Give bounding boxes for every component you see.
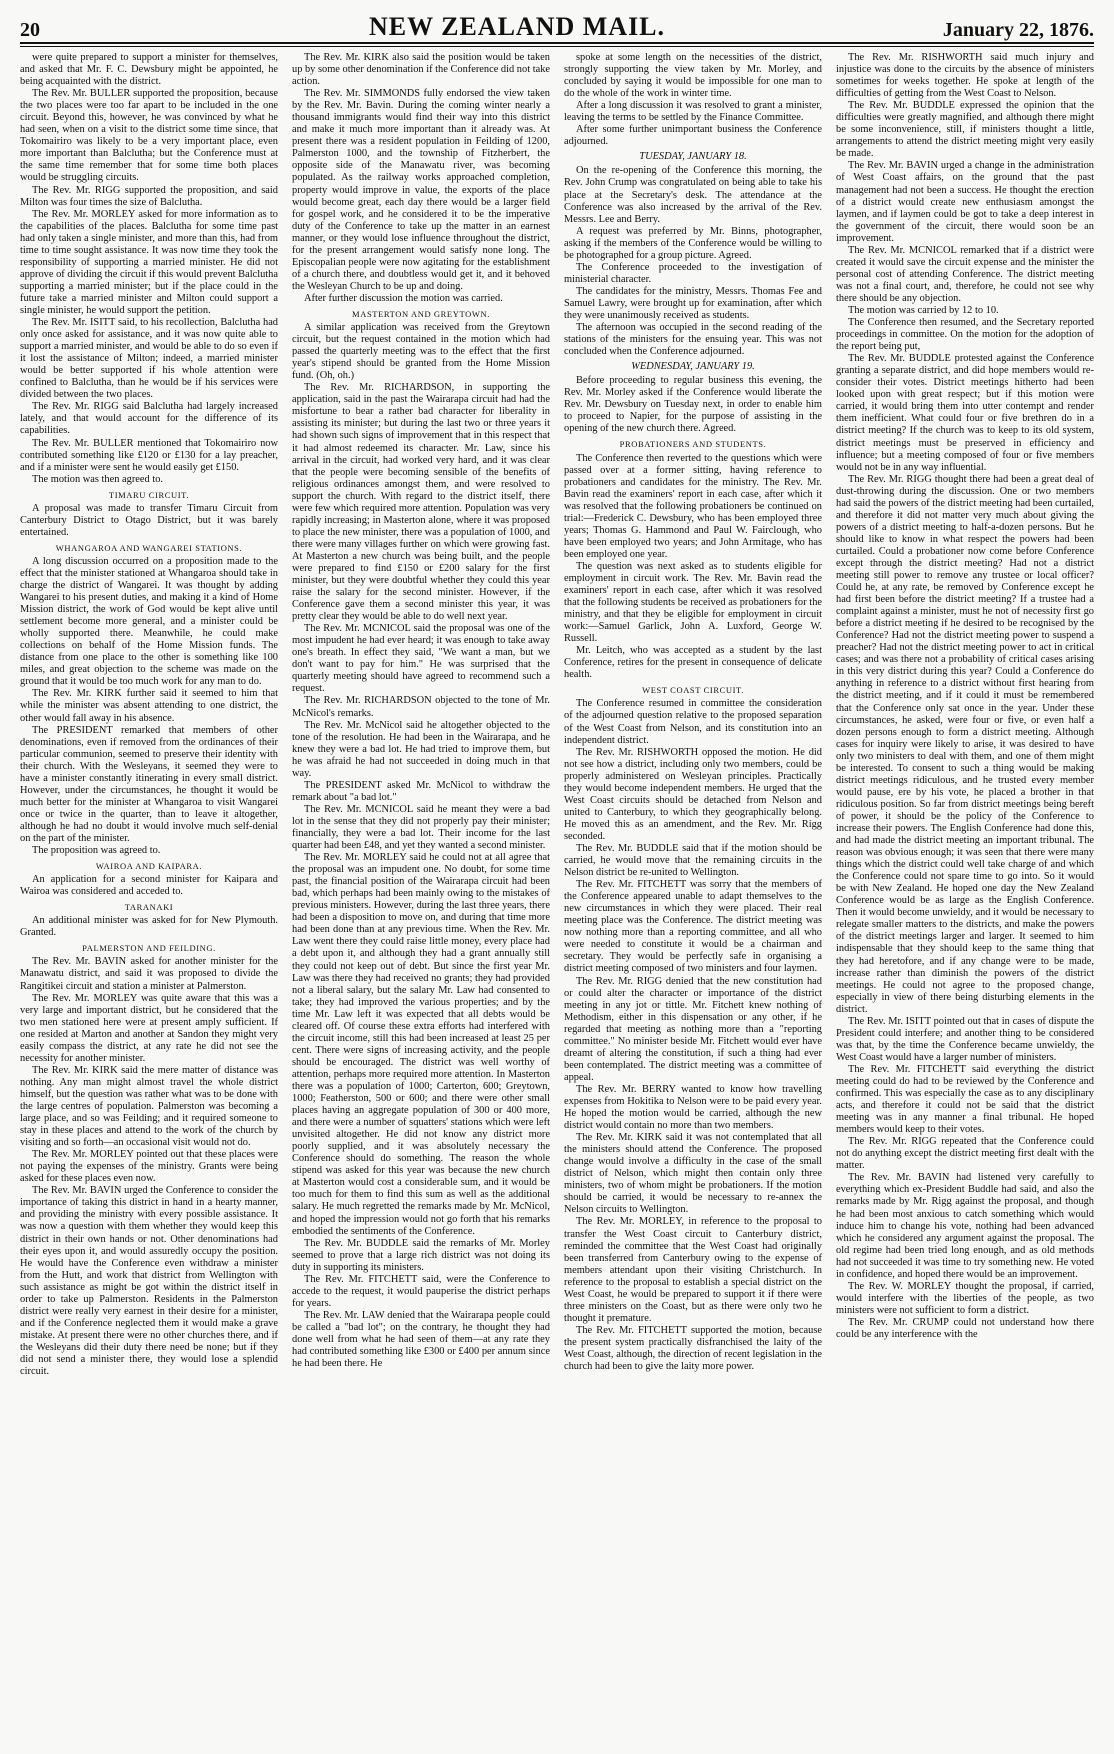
paragraph: The Rev. Mr. MCNICOL said he meant they were a bad lot in the sense that they did not properly pay their minister; financially, they were a bad lot. Their income for the last quarter had been £48, and yet they wanted a second minister.	[292, 803, 550, 852]
section-heading: WEST COAST CIRCUIT.	[642, 685, 744, 696]
paragraph: The Rev. Mr. RIGG denied that the new constitution had or could alter the character or importance of the district meeting in any jot or tittle. Mr. Fitchett knew nothing of Methodism, either in this dispensation or any other, if he regarded that meeting as nothing more than a "reporting committee." No minister beside Mr. Fitchett would ever have dreamt of altering the constitution, if such a thing had ever been contemplated. The district meeting was a committee of appeal.	[564, 975, 822, 1083]
paragraph: The Rev. Mr. BAVIN asked for another minister for the Manawatu district, and said it was proposed to divide the Rangitikei circuit and station a minister at Palmerston.	[20, 956, 278, 992]
paragraph: Before proceeding to regular business this evening, the Rev. Mr. Morley asked if the Conference would liberate the Rev. Mr. Dewsbury on Tuesday next, in order to enable him to proceed to Napier, for the purpose of assisting in the opening of the new church there. Agreed.	[564, 375, 822, 435]
paragraph: The Rev. Mr. MORLEY, in reference to the proposal to transfer the West Coast circuit to Canterbury district, reminded the committee that the West Coast had originally been transferred from Canterbury owing to the expense of members attendant upon their visiting Christchurch. In reference to the proposal to establish a special district on the West Coast, he would be prepared to support it if there were three ministers on the Coast, but as there were only two he thought it premature.	[564, 1216, 822, 1324]
paragraph: The Rev. W. MORLEY thought the proposal, if carried, would interfere with the liberties of the people, as two ministers were not sufficient to form a district.	[836, 1280, 1094, 1316]
paragraph: The motion was then agreed to.	[32, 473, 163, 485]
paragraph: The Conference then reverted to the questions which were passed over at a former sitting, having reference to probationers and candidates for the ministry. The Rev. Mr. Bavin read the examiners' report in each case, after which it was resolved that the following probationers be continued on trial:—Frederick C. Dewsbury, who has been employed three years; Thomas G. Hammond and Paul W. Fairclough, who have been employed two years; and John Armitage, who has been employed one year.	[564, 452, 822, 560]
paragraph: The Rev. Mr. BUDDLE expressed the opinion that the difficulties were greatly magnified, and although there might be some inconvenience, still, if ministers thought a little, arrangements to attend the district meeting might very easily be made.	[836, 100, 1094, 160]
paragraph: A request was preferred by Mr. Binns, photographer, asking if the members of the Conference would be willing to be photographed for a group picture. Agreed.	[564, 225, 822, 261]
paragraph: An application for a second minister for Kaipara and Wairoa was considered and acceded to.	[20, 874, 278, 898]
paragraph: The Rev. Mr. LAW denied that the Wairarapa people could be called a "bad lot"; on the contrary, he thought they had done well from what he had seen of them—at any rate they had contributed something like £300 or £400 per annum since he had been there. He	[292, 1309, 550, 1370]
paragraph: The Rev. Mr. RIGG thought there had been a great deal of dust-throwing during the discussion. One or two members had said the powers of the district meeting had been curtailed, and therefore it did not matter very much about giving the powers of a district meeting to half-a-dozen persons. But he should like to know in what respect the powers had been curtailed. Could a probationer now come before Conference except through the district meeting? Had not a district meeting still power to remove any trustee or local officer? Could he, at any rate, be removed by Conference except he had first been before the district meeting? If a trustee had a complaint against a minister, must he not of necessity first go before a district meeting if he desired to be recognised by the Conference? Had not the district meeting power to suspend a preacher? Had not the district meeting power to act in critical cases; and was there not a probability of critical cases arising in this very district during this year? Could a Conference do anything in reference to a district without first hearing from the district meeting, and if it could it must be remembered that the Conference only sat once in the year. Under these circumstances, he asked, were four or five, or even half a dozen persons enough to form a district meeting. Although cases for inquiry were likely to arise, it was desired to have only two ministers to deal with them, and one of them might be interested. To consent to such a thing would be making district meetings ridiculous, and he trusted every member would pause, ere by his vote, he placed a brother in that ridiculous position. So far from district meetings being bereft of power, it should be the policy of the Conference to increase their powers. The English Conference had done this, and had made the district meeting an important tribunal. The reason was obvious enough; it was seen that there were many things which the district could well take charge of and which the Conference could not spare time to go into. So it would be with New Zealand. He hoped one day the New Zealand Conference would be as large as the English Conference. Then it would become unwieldy, and it would be necessary to relegate smaller matters to the districts, and make the powers of the district meetings larger and larger. It seemed to him indispensable that they should keep to the same thing that they had heretofore, and if any change were to be made, increase rather than diminish the powers of the district meetings. He could not agree to the proposed change, especially in view of there being disturbing elements in the district.	[836, 473, 1094, 1015]
column-1	[20, 52, 278, 1744]
paragraph: spoke at some length on the necessities of the district, strongly supporting the view taken by Mr. Morley, and concluded by saying it would be impossible for one man to do the whole of the work in winter time.	[564, 52, 822, 100]
paragraph: The Rev. Mr. BAVIN urged a change in the administration of West Coast affairs, on the ground that the past management had not been a success. He thought the erection of a district would create new enthusiasm amongst the laymen, and if laymen could be got to take a deep interest in the government of the circuit, there would soon be an improvement.	[836, 160, 1094, 244]
page-number: 20	[20, 19, 40, 41]
paragraph: The Rev. Mr. MORLEY pointed out that these places were not paying the expenses of the ministry. Grants were being asked for these places even now.	[20, 1149, 278, 1185]
paragraph: The PRESIDENT asked Mr. McNicol to withdraw the remark about "a bad lot."	[292, 779, 550, 803]
article-columns	[20, 52, 1094, 1744]
paragraph: The Rev. Mr. FITCHETT was sorry that the members of the Conference appeared unable to adapt themselves to the new circumstances in which they were placed. Their real meeting place was the Conference. The district meeting was now nothing more than a reporting committee, and all who were needed to constitute it would be a chairman and secretary. They would be perfectly safe in organising a district meeting composed of two ministers and four laymen.	[564, 879, 822, 975]
paragraph: The Rev. Mr. BULLER supported the proposition, because the two places were too far apart to be included in the one circuit. Beyond this, however, he was convinced by what he had seen, when on a visit to the district some time since, that Tokomairiro was likely to be a very important place, even more important than Balclutha; but the Conference must at the same time remember that for some time both places would be struggling circuits.	[20, 88, 278, 184]
column-3	[564, 52, 822, 1744]
paragraph: The Rev. Mr. RIGG repeated that the Conference could not do anything except the district meeting first dealt with the matter.	[836, 1136, 1094, 1172]
paragraph: The Rev. Mr. FITCHETT said everything the district meeting could do had to be reviewed by the Conference and confirmed. This was especially the case as to any disciplinary acts, and therefore it could not be said that the district meeting was in any manner a final tribunal. He hoped members would keep to their votes.	[836, 1063, 1094, 1136]
paragraph: The Rev. Mr. KIRK said it was not contemplated that all the ministers should attend the Conference. The proposed change would involve a difficulty in the case of the small district of Nelson, which might then contain only three ministers, two of whom might be probationers. If the motion should be carried, it would be necessary to re-annex the Nelson circuits to Wellington.	[564, 1132, 822, 1216]
paragraph: The Rev. Mr. McNicol said he altogether objected to the tone of the resolution. He had been in the Wairarapa, and he knew they were a bad lot. He had tried to improve them, but he was afraid he had not succeeded in doing much in that way.	[292, 719, 550, 779]
paragraph: The candidates for the ministry, Messrs. Thomas Fee and Samuel Lawry, were brought up for examination, after which they were unanimously received as students.	[564, 285, 822, 321]
paragraph: After further discussion the motion was carried.	[304, 292, 503, 304]
paragraph: The Rev. Mr. KIRK further said it seemed to him that while the minister was absent attending to one district, the other would fall away in his absence.	[20, 688, 278, 724]
section-heading: WHANGAROA AND WANGAREI STATIONS.	[55, 542, 243, 553]
section-heading: WAIROA AND KAIPARA.	[95, 861, 203, 872]
paragraph: The afternoon was occupied in the second reading of the stations of the ministers for the ensuing year. This was not concluded when the Conference adjourned.	[564, 322, 822, 358]
paragraph: The Rev. Mr. RICHARDSON objected to the tone of Mr. McNicol's remarks.	[292, 695, 550, 719]
paragraph: The Conference then resumed, and the Secretary reported proceedings in committee. On the motion for the adoption of the report being put,	[836, 317, 1094, 353]
paragraph: The proposition was agreed to.	[32, 845, 161, 857]
paragraph: The Rev. Mr. RICHARDSON, in supporting the application, said in the past the Wairarapa circuit had had the misfortune to bear a rather bad character for liberality in assisting its minister; but during the last two or three years it had shown such signs of improvement that in this respect that it had almost redeemed its character. Mr. Law, since his arrival in the circuit, had worked very hard, and it was clear that the people were becoming sensible of the benefits of religious ordinances amongst them, and were resolved to support the church. With regard to the district itself, there were few which required more attention. Population was very rapidly increasing; in Masterton alone, where it was proposed to place the new minister, there was a population of 1000, and there were many villages further on which were growing fast. At Masterton a new church was being built, and the people were prepared to find £150 or £200 salary for the first minister, but they were doubtful whether they could this year raise the salary for the second minister. However, if the Conference gave them a second minister this year, it was pretty clear they would be able to do well next year.	[292, 382, 550, 623]
paragraph: Mr. Leitch, who was accepted as a student by the last Conference, retires for the present in consequence of delicate health.	[564, 645, 822, 681]
paragraph: The Rev. Mr. BUDDLE said that if the motion should be carried, he would move that the remaining circuits in the Nelson district be re-united to Wellington.	[564, 843, 822, 879]
date-heading: TUESDAY, JANUARY 18.	[639, 151, 747, 163]
section-heading: MASTERTON AND GREYTOWN.	[352, 308, 490, 319]
paragraph: The Rev. Mr. MORLEY said he could not at all agree that the proposal was an impudent one. No doubt, for some time past, the financial position of the Wairarapa circuit had been bad, which perhaps had been mainly owing to the mistakes of previous ministers. However, during the last three years, there had been a disposition to move on, and during that time more had been done than at any previous time. When the Rev. Mr. Law went there they could raise little money, every place had a debt upon it, and although they had a grant annually still they could not keep out of debt. But since the first year Mr. Law was there they had received no grants; they had provided not a liberal salary, but the salary Mr. Law had consented to take; they had improved the various properties; and by the time Mr. Law left it was expected that all debts would be cleared off. Of course these extra efforts had interfered with the circuit income, still this had been increased at least 25 per cent. There were signs of increasing activity, and the people should be encouraged. The district was well worthy of attention, perhaps more required more attention. In Masterton there was a population of 1000; Carterton, 600; Greytown, 1000; Featherston, 500 or 600; and there were other small places having an aggregate population of 300 or 400 more, and there were a number of squatters' stations which were left unvisited altogether. He did not know any district more poorly supplied, and it was absolutely necessary the Conference should do something. The reason the whole stipend was asked for this year was because the new church at Masterton would cost a considerable sum, and it would be too much for them to find this sum as well as the additional salary. He much regretted the remarks made by Mr. McNicol, and hoped the impression would not go forth that his remarks embodied the sentiments of the Conference.	[292, 852, 550, 1237]
paragraph: The question was next asked as to students eligible for employment in circuit work. The Rev. Mr. Bavin read the examiners' report in each case, after which it was resolved that the following students be received as probationers for the ministry, and that they be eligible for employment in circuit work:—Samuel Garlick, John A. Luxford, George W. Russell.	[564, 560, 822, 645]
date-heading: WEDNESDAY, JANUARY 19.	[631, 361, 755, 373]
paragraph: The Rev. Mr. SIMMONDS fully endorsed the view taken by the Rev. Mr. Bavin. During the coming winter nearly a thousand immigrants would find their way into this district and make it much more important than it already was. At present there was a resident population in Feilding of 1200, Palmerston 1000, and the township of Fitzherbert, the opposite side of the Manawatu river, was becoming populated. As the railway works approached completion, property would improve in value, the exports of the place would become great, each day there would be a larger field for gospel work, and he considered it to be the imperative duty of the Conference to take up the matter in an earnest manner, or they would lose influence throughout the district, for the present arrangement would satisfy none long. The Episcopalian people were now agitating for the establishment of a church there, and doubtless would get it, and it behoved the Wesleyan Church to be up and doing.	[292, 88, 550, 292]
section-heading: PALMERSTON AND FEILDING.	[82, 943, 216, 954]
column-4	[836, 52, 1094, 1744]
paragraph: After some further unimportant business the Conference adjourned.	[564, 124, 822, 148]
paragraph: The Rev. Mr. RIGG supported the proposition, and said Milton was four times the size of Balclutha.	[20, 184, 278, 208]
section-heading: TARANAKI	[124, 902, 174, 913]
paragraph: The Rev. Mr. ISITT pointed out that in cases of dispute the President could interfere; and another thing to be considered was that, by the time the Conference became unwieldy, the West Coast would have a larger number of ministers.	[836, 1015, 1094, 1063]
paragraph: The Rev. Mr. MORLEY asked for more information as to the capabilities of the places. Balclutha for some time past had only taken a single minister, and more than this, had from time to time sought assistance. It was now time they took the responsibility of supporting a married minister. He did not approve of dividing the circuit if this would prevent Balclutha supporting a married minister; but if the place could in the future take a married minister and Milton could support a single minister, he would support the petition.	[20, 208, 278, 316]
paragraph: On the re-opening of the Conference this morning, the Rev. John Crump was congratulated on being able to take his place at the Secretary's desk. The attendance at the Conference was also increased by the arrival of the Rev. Messrs. Lee and Berry.	[564, 165, 822, 225]
section-heading: PROBATIONERS AND STUDENTS.	[619, 439, 767, 450]
paragraph: The Rev. Mr. MCNICOL remarked that if a district were created it would save the circuit expense and the minister the personal cost of attending Conference. The district meeting was not a final court, and, therefore, he could not see why there should be any objection.	[836, 244, 1094, 304]
paragraph: The Conference proceeded to the investigation of ministerial character.	[564, 261, 822, 285]
newspaper-title: NEW ZEALAND MAIL.	[368, 12, 666, 41]
paragraph: The Rev. Mr. CRUMP could not understand how there could be any interference with the	[836, 1316, 1094, 1340]
paragraph: The Rev. Mr. FITCHETT said, were the Conference to accede to the request, it would pauperise the district perhaps for years.	[292, 1273, 550, 1309]
paragraph: The motion was carried by 12 to 10.	[848, 304, 999, 316]
paragraph: The Rev. Mr. BERRY wanted to know how travelling expenses from Hokitika to Nelson were to be paid every year. He hoped the motion would be carried, although the new district would contain no more than two members.	[564, 1083, 822, 1132]
paragraph: The Rev. Mr. KIRK said the mere matter of distance was nothing. Any man might almost travel the whole district himself, but the question was rather what was to be done with the large centres of population. Palmerston was becoming a large place, and so was Feilding; and it required someone to stay in these places and attend to the work of the church by visiting and so forth—an occasional visit would not do.	[20, 1064, 278, 1149]
paragraph: The Rev. Mr. BAVIN urged the Conference to consider the importance of taking this district in hand in a hearty manner, and providing the ministry with every possible assistance. It was now a question with them whether they would keep this district in their own hands or not. Other denominations had their eyes upon it, and would assuredly occupy the position. He would have the Conference even withdraw a minister from the Hutt, and work that district from Wellington with such assistance as might be got within the district itself in order to take up Palmerston. Residents in the Palmerston district were really very earnest in their desire for a minister, and if the Conference neglected them it would make a grave mistake. At present there were no other churches there, and if the Wesleyans did their duty there need be none; but if they did not send a minister there, they would lose a splendid circuit.	[20, 1185, 278, 1378]
paragraph: were quite prepared to support a minister for themselves, and asked that Mr. F. C. Dewsbury might be appointed, he being acquainted with the district.	[20, 52, 278, 88]
paragraph: A proposal was made to transfer Timaru Circuit from Canterbury District to Otago District, but it was barely entertained.	[20, 502, 278, 538]
paragraph: The Rev. Mr. BUDDLE protested against the Conference granting a separate district, and did hope members would re-consider their votes. District meetings hitherto had been looked upon with great respect; but if this motion were carried, it would bring them into utter contempt and render them inefficient. What could four or five brethren do in a district meeting? If the church was to keep to its old system, district meetings must be preserved in efficiency and influence; but a meeting composed of four or five members would not be in any way influential.	[836, 353, 1094, 473]
paragraph: The Rev. Mr. FITCHETT supported the motion, because the present system practically disfranchised the laity of the West Coast, although, the direction of recent legislation in the church had been to give the laity more power.	[564, 1324, 822, 1373]
header-rule	[20, 46, 1094, 47]
column-2	[292, 52, 550, 1744]
paragraph: An additional minister was asked for for New Plymouth. Granted.	[20, 915, 278, 939]
section-heading: TIMARU CIRCUIT.	[108, 489, 190, 500]
paragraph: The Conference resumed in committee the consideration of the adjourned question relative to the proposed separation of the West Coast from Nelson, and its constitution into an independent district.	[564, 698, 822, 746]
paragraph: A similar application was received from the Greytown circuit, but the request contained in the motion which had passed the quarterly meeting was to the effect that the first year's stipend should be granted from the Home Mission fund. (Oh, oh.)	[292, 322, 550, 382]
paragraph: The Rev. Mr. RIGG said Balclutha had largely increased lately, and that would account for the difference of its capabilities.	[20, 401, 278, 437]
paragraph: The Rev. Mr. BULLER mentioned that Tokomairiro now contributed something like £120 or £130 for a lay preacher, and if a minister were sent he would easily get £150.	[20, 437, 278, 473]
paragraph: The Rev. Mr. ISITT said, to his recollection, Balclutha had only once asked for assistance, and it was now quite able to support a married minister, and would be able to do so even if it lost the assistance of Milton; indeed, a married minister would be better supported if his whole attention were confined to Balclutha, than he would be if his services were divided between the two places.	[20, 317, 278, 401]
paragraph: The Rev. Mr. RISHWORTH opposed the motion. He did not see how a district, including only two members, could be properly administered on Wesleyan principles. Practically they would become independent members. He urged that the West Coast circuits should be detached from Nelson and united to Canterbury, to which they geographically belong. He moved this as an amendment, and the Rev. Mr. Rigg seconded.	[564, 746, 822, 842]
paragraph: The PRESIDENT remarked that members of other denominations, even if removed from the ordinances of their particular communion, seemed to preserve their identity with their church. With the Wesleyans, it seemed they were to have a minister constantly itinerating in every small district. However, under the circumstances, he thought it would be much better for the minister at Whangaroa to visit Wangarei once or twice in the quarter, than to leave it altogether, although he had no doubt it would involve much self-denial on the part of the minister.	[20, 724, 278, 844]
masthead	[20, 12, 1094, 44]
issue-date: January 22, 1876.	[942, 19, 1094, 41]
paragraph: The Rev. Mr. BUDDLE said the remarks of Mr. Morley seemed to prove that a large rich district was not doing its duty in supporting its ministers.	[292, 1237, 550, 1273]
paragraph: After a long discussion it was resolved to grant a minister, leaving the terms to be settled by the Finance Committee.	[564, 100, 822, 124]
paragraph: The Rev. Mr. MCNICOL said the proposal was one of the most impudent he had ever heard; it was enough to take away one's breath. In effect they said, "We want a man, but we don't want to pay for him." He was surprised that the quarterly meeting should have agreed to recommend such a request.	[292, 623, 550, 695]
paragraph: A long discussion occurred on a proposition made to the effect that the minister stationed at Whangaroa should take in charge the district of Wangarei. It was thought by adding Wangarei to his present duties, and making it a kind of Home Mission district, the work of God would be kept alive until settlement become more general, and a minister could be wholly supported there. Meanwhile, he could make collections on behalf of the Home Mission funds. The distance from one place to the other is something like 100 miles, and great objection to the scheme was made on the ground that it would be too much work for any man to do.	[20, 555, 278, 688]
paragraph: The Rev. Mr. MORLEY was quite aware that this was a very large and important district, but he considered that the two men stationed here were at present amply sufficient. If one resided at Marton and another at Sandon they might very easily compass the district, at any rate he did not see the necessity for another minister.	[20, 992, 278, 1064]
paragraph: The Rev. Mr. BAVIN had listened very carefully to everything which ex-President Buddle had said, and also the remarks made by Mr. Rigg against the proposal, and though he had been most anxious to catch something which would induce him to change his vote, nothing had been advanced which he considered any argument against the proposal. The old regime had been tried long enough, and as old methods had not succeeded it was time to try something new. He voted in confidence, and hoped there would be an improvement.	[836, 1172, 1094, 1280]
paragraph: The Rev. Mr. RISHWORTH said much injury and injustice was done to the circuits by the absence of ministers sometimes for weeks together. He spoke at length of the difficulties of getting from the West Coast to Nelson.	[836, 52, 1094, 100]
paragraph: The Rev. Mr. KIRK also said the position would be taken up by some other denomination if the Conference did not take action.	[292, 52, 550, 88]
